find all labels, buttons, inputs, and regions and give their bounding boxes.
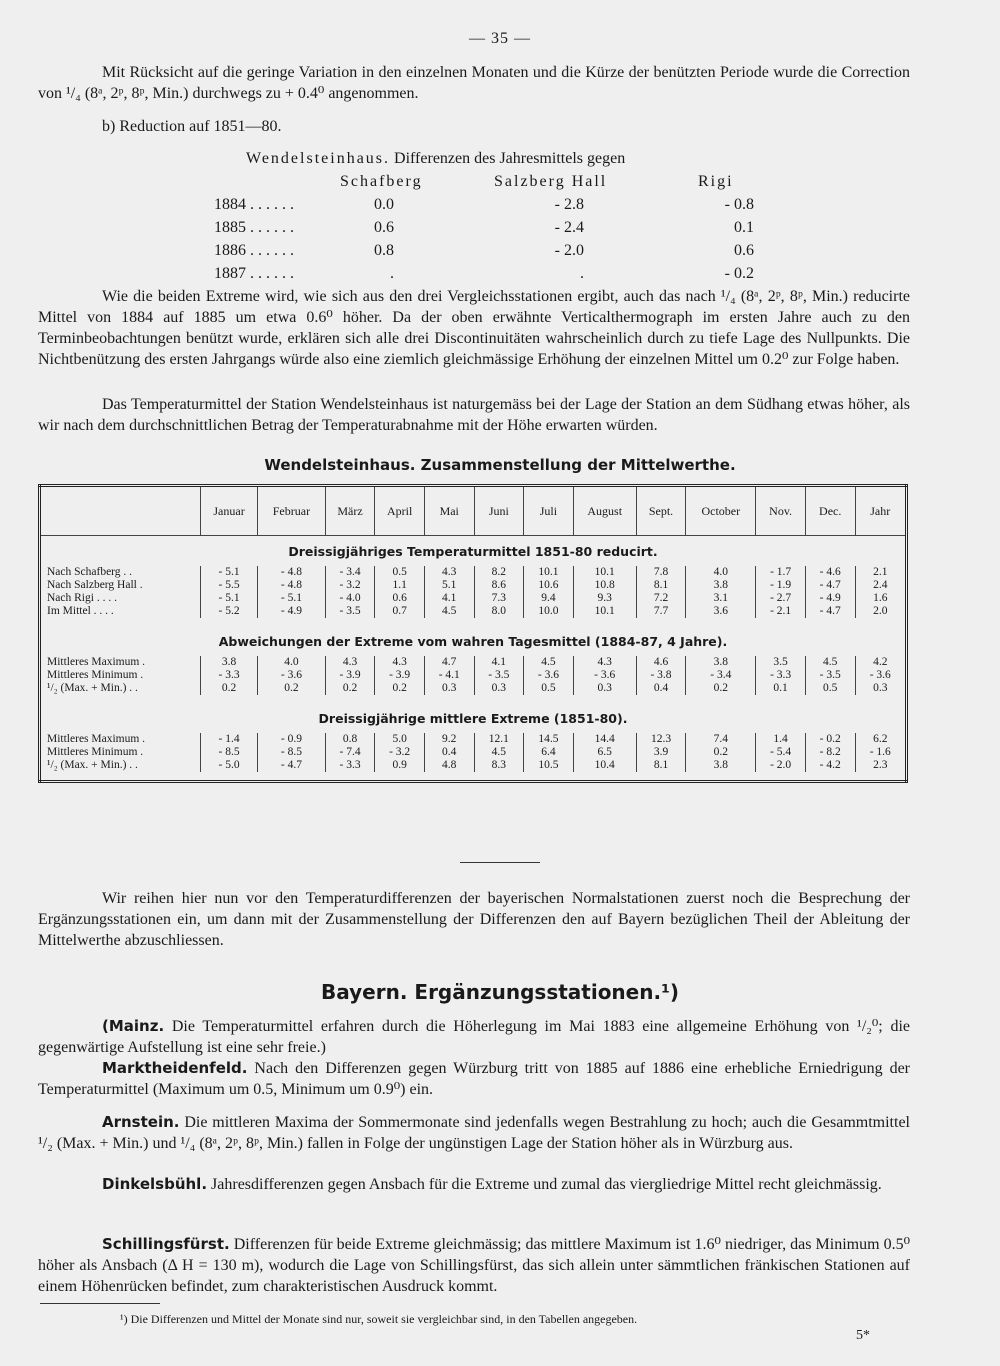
value-cell: 7.8: [636, 566, 686, 579]
value-cell: 0.3: [474, 682, 524, 695]
wendel-diff-cell: 0.6: [374, 219, 394, 236]
row-label: Mittleres Minimum .: [40, 746, 201, 759]
value-cell: 14.5: [524, 733, 574, 746]
wendel-diff-row: [214, 262, 774, 285]
value-cell: - 5.1: [201, 592, 258, 605]
value-cell: 0.5: [524, 682, 574, 695]
value-cell: - 3.4: [686, 669, 756, 682]
wendel-diff-cell: - 2.8: [554, 196, 584, 213]
row-label: ¹/₂ (Max. + Min.) . .: [40, 682, 201, 695]
value-cell: 10.8: [573, 579, 636, 592]
value-cell: 8.2: [474, 566, 524, 579]
paragraph-extremes: Wie die beiden Extreme wird, wie sich aus den drei Vergleichsstationen ergibt, auch das nach ¹/₄ (8ᵃ, 2ᵖ, 8ᵖ, Min.) reducirte Mittel von 1884 auf 1885 um etwa 0.6⁰ höher. Da der oben erwähnte Verticalthermograph im ersten Jahre auch zu den Terminbeobachtungen benützt wurde, erklären sich alle drei Discontinuitäten wahrscheinlich durch zu tiefe Lage des Nullpunkts. Die Nichtbenützung des ersten Jahrgangs würde also eine ziemlich gleichmässige Erhöhung der einzelnen Mittel um 0.2⁰ zur Folge haben.: [38, 288, 910, 368]
value-cell: 3.8: [201, 656, 258, 669]
value-cell: - 4.9: [258, 605, 326, 618]
value-cell: - 5.1: [258, 592, 326, 605]
value-cell: - 2.0: [756, 759, 806, 772]
value-cell: 14.4: [573, 733, 636, 746]
value-cell: - 5.4: [756, 746, 806, 759]
table-row: [40, 579, 907, 592]
mean-table-title: Wendelsteinhaus. Zusammenstellung der Mittelwerthe.: [264, 456, 736, 474]
value-cell: - 5.2: [201, 605, 258, 618]
footnote-rule: [40, 1303, 160, 1304]
paragraph-bavaria-intro: Wir reihen hier nun vor den Temperaturdifferenzen der bayerischen Normalstationen zuerst noch die Besprechung der Ergänzungsstationen ein, um dann mit der Zusammenstellung der Differenzen den auf Bayern bezüglichen Theil der Ableitung der Mittelwerthe abzuschliessen.: [38, 890, 910, 949]
value-cell: 7.4: [686, 733, 756, 746]
value-cell: - 3.6: [573, 669, 636, 682]
value-cell: 0.2: [258, 682, 326, 695]
value-cell: 12.1: [474, 733, 524, 746]
value-cell: 4.5: [805, 656, 855, 669]
value-cell: - 3.3: [325, 759, 375, 772]
value-cell: - 3.2: [375, 746, 425, 759]
value-cell: 10.1: [573, 566, 636, 579]
value-cell: 3.8: [686, 579, 756, 592]
value-cell: 6.5: [573, 746, 636, 759]
value-cell: 0.5: [805, 682, 855, 695]
value-cell: 3.8: [686, 759, 756, 772]
header-salzberg: Salzberg Hall: [494, 173, 608, 190]
wendel-diff-cell: .: [580, 265, 584, 282]
value-cell: 2.0: [855, 605, 907, 618]
row-label: Im Mittel . . . .: [40, 605, 201, 618]
value-cell: - 3.9: [375, 669, 425, 682]
station-paragraph: [38, 1016, 910, 1058]
row-label: ¹/₂ (Max. + Min.) . .: [40, 759, 201, 772]
month-header: Mai: [424, 486, 474, 536]
value-cell: - 4.0: [325, 592, 375, 605]
value-cell: 8.3: [474, 759, 524, 772]
value-cell: 0.2: [686, 682, 756, 695]
header-schafberg: Schafberg: [340, 173, 423, 190]
caption-rest: Differenzen des Jahresmittels gegen: [394, 150, 626, 167]
row-label: Mittleres Maximum .: [40, 733, 201, 746]
value-cell: 10.6: [524, 579, 574, 592]
value-cell: 5.0: [375, 733, 425, 746]
value-cell: 4.5: [524, 656, 574, 669]
wendel-diff-row: [214, 216, 774, 239]
value-cell: 0.2: [325, 682, 375, 695]
month-header: Sept.: [636, 486, 686, 536]
section-title: Dreissigjähriges Temperaturmittel 1851-80 reducirt.: [288, 543, 658, 559]
station-name: Dinkelsbühl.: [102, 1175, 208, 1193]
table-row: [40, 746, 907, 759]
month-header: Juli: [524, 486, 574, 536]
value-cell: - 3.5: [325, 605, 375, 618]
value-cell: 4.8: [424, 759, 474, 772]
value-cell: 0.2: [375, 682, 425, 695]
row-label: Nach Schafberg . .: [40, 566, 201, 579]
month-header: Nov.: [756, 486, 806, 536]
month-header: October: [686, 486, 756, 536]
value-cell: - 0.2: [805, 733, 855, 746]
month-header: Juni: [474, 486, 524, 536]
paragraph-station-mean: Das Temperaturmittel der Station Wendelsteinhaus ist naturgemäss bei der Lage der Station an dem Südhang etwas höher, als wir nach dem durchschnittlichen Betrag der Temperaturabnahme mit der Höhe erwarten würden.: [38, 396, 910, 434]
station-text: Differenzen für beide Extreme gleichmässig; das mittlere Maximum ist 1.6⁰ niedriger, das Minimum 0.5⁰ höher als Ansbach (Δ H = 130 m), wodurch die Lage von Schillingsfürst, das sich allein unter sämmtlichen fränkischen Stationen auf einem Höhenrücken befindet, zum charakteristischen Ausdruck kommt.: [38, 1236, 910, 1295]
value-cell: - 4.8: [258, 579, 326, 592]
value-cell: - 5.1: [201, 566, 258, 579]
value-cell: - 1.6: [855, 746, 907, 759]
wendel-diff-cell: - 0.8: [724, 196, 754, 213]
month-header: April: [375, 486, 425, 536]
table-row: [40, 669, 907, 682]
value-cell: 10.4: [573, 759, 636, 772]
value-cell: 4.7: [424, 656, 474, 669]
value-cell: 10.5: [524, 759, 574, 772]
wendel-diff-cell: 1884 . . . . . .: [214, 196, 294, 213]
value-cell: 4.5: [424, 605, 474, 618]
value-cell: - 3.5: [805, 669, 855, 682]
value-cell: 10.1: [573, 605, 636, 618]
value-cell: 4.6: [636, 656, 686, 669]
wendel-diff-cell: - 2.4: [554, 219, 584, 236]
value-cell: - 3.6: [258, 669, 326, 682]
value-cell: 2.3: [855, 759, 907, 772]
wendel-diff-cell: .: [390, 265, 394, 282]
subsection-heading: b) Reduction auf 1851—80.: [102, 118, 282, 135]
value-cell: 4.1: [424, 592, 474, 605]
value-cell: 12.3: [636, 733, 686, 746]
value-cell: - 4.1: [424, 669, 474, 682]
table-row: [40, 733, 907, 746]
value-cell: 1.4: [756, 733, 806, 746]
value-cell: 8.1: [636, 579, 686, 592]
value-cell: 10.1: [524, 566, 574, 579]
value-cell: 4.3: [573, 656, 636, 669]
value-cell: 10.0: [524, 605, 574, 618]
value-cell: 4.3: [375, 656, 425, 669]
table-row: [40, 566, 907, 579]
wendel-diff-row: [214, 193, 774, 216]
table-row: [40, 759, 907, 772]
wendel-diff-cell: 0.6: [734, 242, 754, 259]
value-cell: 3.5: [756, 656, 806, 669]
value-cell: 0.1: [756, 682, 806, 695]
value-cell: - 1.9: [756, 579, 806, 592]
value-cell: - 3.6: [524, 669, 574, 682]
value-cell: 7.3: [474, 592, 524, 605]
wendel-diff-cell: 0.1: [734, 219, 754, 236]
station-name: Arnstein.: [102, 1113, 180, 1131]
value-cell: 8.6: [474, 579, 524, 592]
value-cell: - 1.4: [201, 733, 258, 746]
station-text: Jahresdifferenzen gegen Ansbach für die Extreme und zumal das viergliedrige Mittel recht gleichmässig.: [207, 1176, 882, 1193]
wendel-diff-cell: 0.0: [374, 196, 394, 213]
value-cell: 4.0: [686, 566, 756, 579]
value-cell: 4.3: [325, 656, 375, 669]
value-cell: - 3.6: [855, 669, 907, 682]
header-rigi: Rigi: [698, 173, 734, 190]
value-cell: 7.2: [636, 592, 686, 605]
signature-mark: 5*: [856, 1328, 870, 1343]
value-cell: - 5.5: [201, 579, 258, 592]
table-row: [40, 605, 907, 618]
station-name: (Mainz.: [102, 1017, 165, 1035]
value-cell: 0.6: [375, 592, 425, 605]
wendel-diff-header: [214, 170, 774, 193]
value-cell: 1.6: [855, 592, 907, 605]
wendel-diff-cell: - 0.2: [724, 265, 754, 282]
wendel-diff-cell: 1885 . . . . . .: [214, 219, 294, 236]
row-label: Nach Rigi . . . .: [40, 592, 201, 605]
footnote: ¹) Die Differenzen und Mittel der Monate sind nur, soweit sie vergleichbar sind, in den Tabellen angegeben.: [120, 1312, 638, 1326]
value-cell: 0.8: [325, 733, 375, 746]
value-cell: 7.7: [636, 605, 686, 618]
value-cell: 5.1: [424, 579, 474, 592]
month-header: Januar: [201, 486, 258, 536]
station-name: Marktheidenfeld.: [102, 1059, 248, 1077]
value-cell: - 4.9: [805, 592, 855, 605]
value-cell: 9.4: [524, 592, 574, 605]
value-cell: 4.2: [855, 656, 907, 669]
value-cell: 8.0: [474, 605, 524, 618]
station-text: Nach den Differenzen gegen Würzburg tritt von 1885 auf 1886 eine erhebliche Erniedrigung der Temperaturmittel (Maximum um 0.5, Minimum um 0.9⁰) ein.: [38, 1060, 910, 1098]
value-cell: - 8.2: [805, 746, 855, 759]
value-cell: 9.2: [424, 733, 474, 746]
month-header: Februar: [258, 486, 326, 536]
section-title: Abweichungen der Extreme vom wahren Tagesmittel (1884-87, 4 Jahre).: [218, 633, 728, 649]
value-cell: - 8.5: [201, 746, 258, 759]
value-cell: 3.1: [686, 592, 756, 605]
value-cell: - 4.2: [805, 759, 855, 772]
value-cell: 4.0: [258, 656, 326, 669]
month-header: August: [573, 486, 636, 536]
station-text: Die Temperaturmittel erfahren durch die Höherlegung im Mai 1883 eine allgemeine Erhöhung von ¹/₂⁰; die gegenwärtige Aufstellung ist eine sehr freie.): [38, 1018, 910, 1056]
value-cell: - 3.4: [325, 566, 375, 579]
value-cell: 0.2: [201, 682, 258, 695]
value-cell: 9.3: [573, 592, 636, 605]
value-cell: - 1.7: [756, 566, 806, 579]
month-header: Jahr: [855, 486, 907, 536]
value-cell: - 2.7: [756, 592, 806, 605]
wendel-diff-cell: 0.8: [374, 242, 394, 259]
section-divider: [460, 862, 540, 863]
value-cell: - 3.2: [325, 579, 375, 592]
value-cell: 8.1: [636, 759, 686, 772]
row-label: Mittleres Minimum .: [40, 669, 201, 682]
value-cell: 0.3: [573, 682, 636, 695]
value-cell: 1.1: [375, 579, 425, 592]
station-text: Die mittleren Maxima der Sommermonate sind jedenfalls wegen Bestrahlung zu hoch; auch die Gesammtmittel ¹/₂ (Max. + Min.) und ¹/₄ (8ᵃ, 2ᵖ, 8ᵖ, Min.) fallen in Folge der ungünstigen Lage der Station höher als in Würzburg aus.: [38, 1114, 910, 1152]
row-label: Mittleres Maximum .: [40, 656, 201, 669]
station-name: Schillingsfürst.: [102, 1235, 230, 1253]
value-cell: - 4.7: [805, 579, 855, 592]
value-cell: 3.8: [686, 656, 756, 669]
row-label: Nach Salzberg Hall .: [40, 579, 201, 592]
value-cell: 4.5: [474, 746, 524, 759]
value-cell: - 4.6: [805, 566, 855, 579]
value-cell: 0.7: [375, 605, 425, 618]
section-title: Dreissigjährige mittlere Extreme (1851-80).: [318, 710, 628, 726]
wendel-diff-cell: 1887 . . . . . .: [214, 265, 294, 282]
value-cell: 0.4: [636, 682, 686, 695]
value-cell: - 8.5: [258, 746, 326, 759]
value-cell: - 3.9: [325, 669, 375, 682]
wendel-diff-cell: 1886 . . . . . .: [214, 242, 294, 259]
value-cell: 0.5: [375, 566, 425, 579]
station-paragraph: [38, 1174, 910, 1195]
page-number: — 35 —: [469, 30, 531, 47]
value-cell: - 0.9: [258, 733, 326, 746]
month-header: März: [325, 486, 375, 536]
table-row: [40, 656, 907, 669]
mean-values-table: [38, 484, 908, 783]
wendel-diff-table: [214, 170, 774, 285]
value-cell: - 5.0: [201, 759, 258, 772]
wendel-table-caption: [246, 148, 846, 169]
value-cell: - 3.3: [201, 669, 258, 682]
value-cell: 0.3: [424, 682, 474, 695]
wendel-diff-cell: - 2.0: [554, 242, 584, 259]
station-paragraph: [38, 1058, 910, 1100]
table-row: [40, 592, 907, 605]
value-cell: 2.4: [855, 579, 907, 592]
station-name: Wendelsteinhaus.: [246, 150, 391, 167]
header-blank: [40, 486, 201, 536]
section-heading: Bayern. Ergänzungsstationen.¹): [321, 980, 679, 1004]
value-cell: 0.9: [375, 759, 425, 772]
value-cell: 4.1: [474, 656, 524, 669]
value-cell: - 4.8: [258, 566, 326, 579]
value-cell: - 2.1: [756, 605, 806, 618]
table-row: [40, 682, 907, 695]
value-cell: - 3.5: [474, 669, 524, 682]
value-cell: - 4.7: [258, 759, 326, 772]
value-cell: 0.4: [424, 746, 474, 759]
value-cell: - 4.7: [805, 605, 855, 618]
month-header: Dec.: [805, 486, 855, 536]
intro-paragraph: Mit Rücksicht auf die geringe Variation in den einzelnen Monaten und die Kürze der benützten Periode wurde die Correction von ¹/₄ (8ᵃ, 2ᵖ, 8ᵖ, Min.) durchwegs zu + 0.4⁰ angenommen.: [38, 64, 910, 102]
value-cell: 0.2: [686, 746, 756, 759]
station-paragraph: [38, 1112, 910, 1154]
station-paragraph: [38, 1234, 910, 1297]
value-cell: 4.3: [424, 566, 474, 579]
value-cell: - 3.8: [636, 669, 686, 682]
value-cell: 6.2: [855, 733, 907, 746]
value-cell: - 3.3: [756, 669, 806, 682]
value-cell: 0.3: [855, 682, 907, 695]
value-cell: 2.1: [855, 566, 907, 579]
value-cell: 3.9: [636, 746, 686, 759]
value-cell: 6.4: [524, 746, 574, 759]
value-cell: 3.6: [686, 605, 756, 618]
wendel-diff-row: [214, 239, 774, 262]
value-cell: - 7.4: [325, 746, 375, 759]
